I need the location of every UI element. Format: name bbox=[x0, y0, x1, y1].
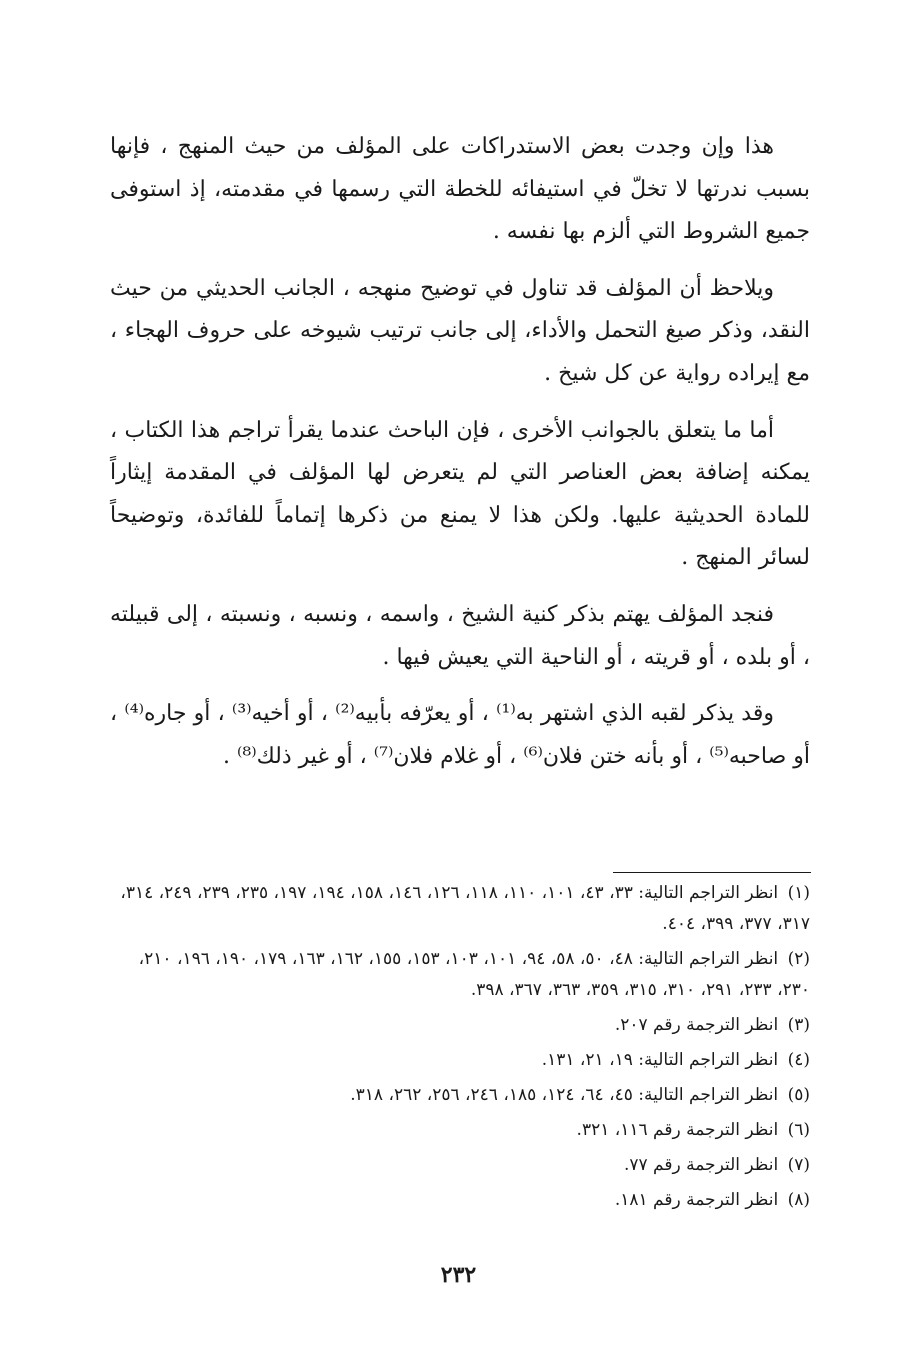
footnote-number: (١) bbox=[787, 883, 810, 903]
footnote-number: (٥) bbox=[787, 1085, 810, 1105]
body-text bbox=[110, 126, 810, 778]
footnote-number: (٤) bbox=[787, 1050, 810, 1070]
paragraph-1: هذا وإن وجدت بعض الاستدراكات على المؤلف من حيث المنهج ، فإنها بسبب ندرتها لا تخلّ في استيفائه للخطة التي رسمها في مقدمته، إذ استوفى جميع الشروط التي ألزم بها نفسه . bbox=[110, 134, 810, 245]
footnote-text: انظر التراجم التالية: ٤٨، ٥٠، ٥٨، ٩٤، ١٠١، ١٠٣، ١٥٣، ١٥٥، ١٦٢، ١٦٣، ١٧٩، ١٩٠، ١٩٦، ٢١٠، ٢٣٠، ٢٣٣، ٢٩١، ٣١٠، ٣١٥، ٣٥٩، ٣٦٣، ٣٦٧، ٣٩٨. bbox=[138, 949, 810, 1000]
footnote-number: (٧) bbox=[787, 1155, 810, 1175]
footnote-text: انظر التراجم التالية: ٣٣، ٤٣، ١٠١، ١١٠، ١١٨، ١٢٦، ١٤٦، ١٥٨، ١٩٤، ١٩٧، ٢٣٥، ٢٣٩، ٢٤٩، ٣١٤، ٣١٧، ٣٧٧، ٣٩٩، ٤٠٤. bbox=[120, 883, 810, 934]
footnotes bbox=[110, 878, 810, 1220]
footnote-text: انظر الترجمة رقم ٢٠٧. bbox=[614, 1015, 779, 1035]
footnote-1 bbox=[110, 878, 810, 940]
footnote-number: (٢) bbox=[787, 949, 810, 969]
footnote-text: انظر الترجمة رقم ١١٦، ٣٢١. bbox=[576, 1120, 779, 1140]
footnote-separator bbox=[613, 872, 811, 873]
footnote-number: (٣) bbox=[787, 1015, 810, 1035]
footnote-5 bbox=[110, 1080, 810, 1111]
footnote-6 bbox=[110, 1115, 810, 1146]
footnote-text: انظر الترجمة رقم ٧٧. bbox=[623, 1155, 779, 1175]
page-number: ٢٣٢ bbox=[440, 1262, 477, 1288]
footnote-text: انظر التراجم التالية: ٤٥، ٦٤، ١٢٤، ١٨٥، ٢٤٦، ٢٥٦، ٢٦٢، ٣١٨. bbox=[350, 1085, 779, 1105]
footnote-3 bbox=[110, 1010, 810, 1041]
footnote-number: (٨) bbox=[787, 1190, 810, 1210]
footnote-text: انظر الترجمة رقم ١٨١. bbox=[614, 1190, 779, 1210]
footnote-7 bbox=[110, 1150, 810, 1181]
footnote-2 bbox=[110, 944, 810, 1006]
footnote-4 bbox=[110, 1045, 810, 1076]
paragraph-2: ويلاحظ أن المؤلف قد تناول في توضيح منهجه ، الجانب الحديثي من حيث النقد، وذكر صيغ التحمل والأداء، إلى جانب ترتيب شيوخه على حروف الهجاء ، مع إيراده رواية عن كل شيخ . bbox=[110, 275, 810, 386]
footnote-8 bbox=[110, 1185, 810, 1216]
footnote-number: (٦) bbox=[787, 1120, 810, 1140]
paragraph-5: وقد يذكر لقبه الذي اشتهر به⁽¹⁾ ، أو يعرّفه بأبيه⁽²⁾ ، أو أخيه⁽³⁾ ، أو جاره⁽⁴⁾ ، أو صاحبه⁽⁵⁾ ، أو بأنه ختن فلان⁽⁶⁾ ، أو غلام فلان⁽⁷⁾ ، أو غير ذلك⁽⁸⁾ . bbox=[110, 701, 810, 769]
paragraph-3: أما ما يتعلق بالجوانب الأخرى ، فإن الباحث عندما يقرأ تراجم هذا الكتاب ، يمكنه إضافة بعض العناصر التي لم يتعرض لها المؤلف في المقدمة إيثاراً للمادة الحديثية عليها. ولكن هذا لا يمنع من ذكرها إتماماً للفائدة، وتوضيحاً لسائر المنهج . bbox=[110, 417, 810, 571]
footnote-text: انظر التراجم التالية: ١٩، ٢١، ١٣١. bbox=[541, 1050, 779, 1070]
paragraph-4: فنجد المؤلف يهتم بذكر كنية الشيخ ، واسمه ، ونسبه ، ونسبته ، إلى قبيلته ، أو بلده ، أو قريته ، أو الناحية التي يعيش فيها . bbox=[110, 601, 810, 670]
